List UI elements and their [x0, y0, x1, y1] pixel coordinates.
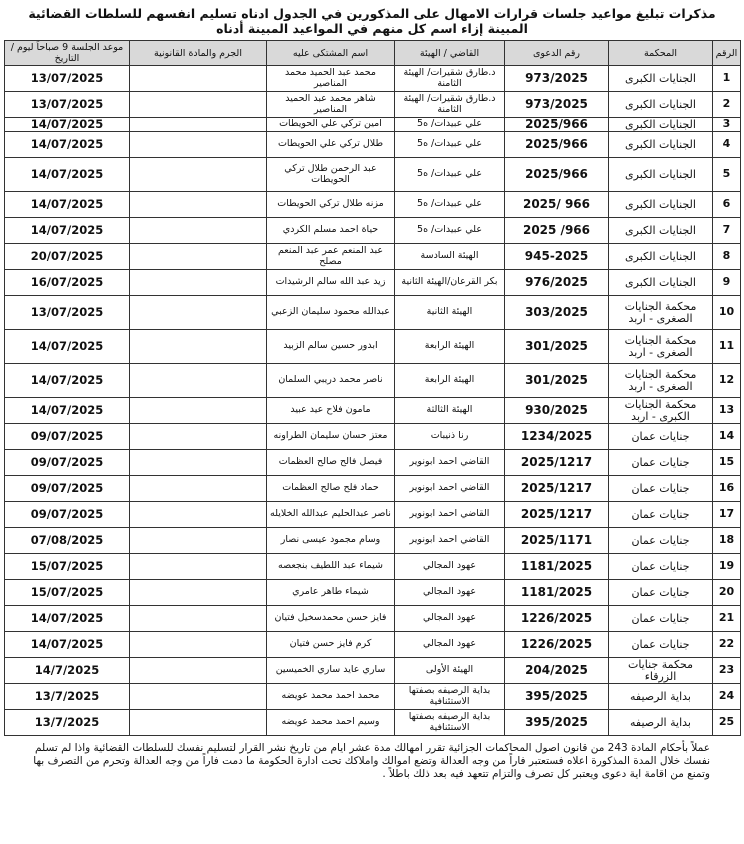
cell-defendant-name: ساري عايد ساري الخميسين — [267, 658, 395, 684]
cell-crime — [130, 684, 267, 710]
cell-defendant-name: محمد عبد الحميد محمد المناصير — [267, 66, 395, 92]
cell-crime — [130, 476, 267, 502]
cell-judge: علي عبيدات/ ه5 — [395, 218, 505, 244]
table-row — [5, 244, 741, 270]
table-row — [5, 296, 741, 330]
cell-crime — [130, 158, 267, 192]
cell-crime — [130, 270, 267, 296]
cell-judge: عهود المجالي — [395, 606, 505, 632]
cell-defendant-name: حياة احمد مسلم الكردي — [267, 218, 395, 244]
table-row — [5, 364, 741, 398]
cell-court: جنايات عمان — [609, 424, 713, 450]
table-row — [5, 132, 741, 158]
document-title: مذكرات تبليغ مواعيد جلسات قرارات الامهال على المذكورين في الجدول ادناه تسليم انفسهم للسلطات القضائية المبينة إزاء اسم كل منهم في المواعيد المبينة أدناه — [28, 6, 716, 36]
cell-judge: علي عبيدات/ ه5 — [395, 158, 505, 192]
cell-num: 19 — [713, 554, 741, 580]
cell-case-number: 2025/1217 — [505, 450, 609, 476]
cell-court: محكمة الجنايات الصغرى - اربد — [609, 330, 713, 364]
cell-crime — [130, 658, 267, 684]
cell-crime — [130, 528, 267, 554]
cell-session-date: 14/07/2025 — [5, 118, 130, 132]
cell-num: 6 — [713, 192, 741, 218]
cell-judge: الهيئة الثانية — [395, 296, 505, 330]
cell-num: 10 — [713, 296, 741, 330]
cell-num: 9 — [713, 270, 741, 296]
cell-session-date: 14/07/2025 — [5, 364, 130, 398]
cell-num: 5 — [713, 158, 741, 192]
cell-case-number: 2025/1217 — [505, 476, 609, 502]
cell-num: 1 — [713, 66, 741, 92]
cell-case-number: 1181/2025 — [505, 554, 609, 580]
cell-case-number: 2025/966 — [505, 132, 609, 158]
cell-case-number: 2025/966 — [505, 158, 609, 192]
cell-court: الجنايات الكبرى — [609, 66, 713, 92]
cell-court: الجنايات الكبرى — [609, 218, 713, 244]
table-row — [5, 684, 741, 710]
cell-defendant-name: مامون فلاح عيد عبيد — [267, 398, 395, 424]
cell-crime — [130, 132, 267, 158]
cell-num: 12 — [713, 364, 741, 398]
header-date: موعد الجلسة 9 صباحاً ليوم / التاريخ — [5, 41, 130, 66]
cell-judge: د.طارق شقيرات/ الهيئة الثامنة — [395, 92, 505, 118]
cell-session-date: 14/07/2025 — [5, 132, 130, 158]
header-court: المحكمة — [609, 41, 713, 66]
cell-defendant-name: امين تركي علي الحويطات — [267, 118, 395, 132]
cell-num: 25 — [713, 710, 741, 736]
cell-case-number: 1226/2025 — [505, 632, 609, 658]
cell-crime — [130, 450, 267, 476]
cell-court: الجنايات الكبرى — [609, 92, 713, 118]
table-body — [5, 66, 741, 736]
cell-crime — [130, 296, 267, 330]
cell-defendant-name: ناصر محمد دريبي السلمان — [267, 364, 395, 398]
cell-judge: بداية الرصيفه بصفتها الاستئنافية — [395, 710, 505, 736]
cell-court: محكمة الجنايات الصغرى - اربد — [609, 296, 713, 330]
cell-case-number: 2025/966 — [505, 118, 609, 132]
cell-judge: بداية الرصيفه بصفتها الاستئنافية — [395, 684, 505, 710]
cell-session-date: 14/07/2025 — [5, 218, 130, 244]
table-row — [5, 658, 741, 684]
cell-judge: الهيئة السادسة — [395, 244, 505, 270]
cell-judge: الهيئة الثالثة — [395, 398, 505, 424]
cell-defendant-name: عبدالله محمود سليمان الزعبي — [267, 296, 395, 330]
cell-session-date: 14/07/2025 — [5, 398, 130, 424]
cell-case-number: 973/2025 — [505, 92, 609, 118]
table-row — [5, 554, 741, 580]
cell-court: محكمة الجنايات الكبرى - اربد — [609, 398, 713, 424]
cell-num: 18 — [713, 528, 741, 554]
cell-court: الجنايات الكبرى — [609, 158, 713, 192]
table-row — [5, 528, 741, 554]
table-row — [5, 270, 741, 296]
table-header-row — [5, 41, 741, 66]
cell-crime — [130, 92, 267, 118]
cell-crime — [130, 218, 267, 244]
cell-crime — [130, 632, 267, 658]
cell-case-number: 930/2025 — [505, 398, 609, 424]
table-row — [5, 476, 741, 502]
cell-session-date: 09/07/2025 — [5, 424, 130, 450]
cell-num: 22 — [713, 632, 741, 658]
cell-crime — [130, 606, 267, 632]
cell-defendant-name: فيصل فالح صالح العظمات — [267, 450, 395, 476]
table-row — [5, 158, 741, 192]
cell-case-number: 976/2025 — [505, 270, 609, 296]
cell-court: جنايات عمان — [609, 606, 713, 632]
cell-session-date: 14/07/2025 — [5, 158, 130, 192]
cell-judge: الهيئة الرابعة — [395, 330, 505, 364]
cell-case-number: 1181/2025 — [505, 580, 609, 606]
cell-judge: عهود المجالي — [395, 554, 505, 580]
cell-judge: القاضي احمد ابونوير — [395, 502, 505, 528]
cell-crime — [130, 244, 267, 270]
cell-session-date: 13/07/2025 — [5, 296, 130, 330]
cell-session-date: 14/7/2025 — [5, 658, 130, 684]
cell-court: جنايات عمان — [609, 502, 713, 528]
cell-session-date: 14/07/2025 — [5, 632, 130, 658]
cell-session-date: 13/7/2025 — [5, 710, 130, 736]
header-crime: الجرم والمادة القانونية — [130, 41, 267, 66]
cell-case-number: 204/2025 — [505, 658, 609, 684]
cell-session-date: 09/07/2025 — [5, 502, 130, 528]
cell-crime — [130, 364, 267, 398]
cell-num: 13 — [713, 398, 741, 424]
cell-case-number: 395/2025 — [505, 710, 609, 736]
cell-num: 4 — [713, 132, 741, 158]
cell-session-date: 13/07/2025 — [5, 92, 130, 118]
cell-crime — [130, 580, 267, 606]
cell-crime — [130, 192, 267, 218]
cell-defendant-name: مزنه طلال تركي الحويطات — [267, 192, 395, 218]
cell-defendant-name: وسيم احمد محمد عويضه — [267, 710, 395, 736]
cell-session-date: 13/07/2025 — [5, 66, 130, 92]
cell-case-number: 1234/2025 — [505, 424, 609, 450]
cell-case-number: 2025/ 966 — [505, 192, 609, 218]
cell-defendant-name: وسام مجمود عيسى نصار — [267, 528, 395, 554]
cell-court: الجنايات الكبرى — [609, 270, 713, 296]
cell-case-number: 2025/1217 — [505, 502, 609, 528]
cell-num: 15 — [713, 450, 741, 476]
cell-crime — [130, 502, 267, 528]
cell-judge: علي عبيدات/ ه5 — [395, 192, 505, 218]
cell-num: 16 — [713, 476, 741, 502]
table-row — [5, 424, 741, 450]
cell-case-number: 395/2025 — [505, 684, 609, 710]
cell-judge: القاضي احمد ابونوير — [395, 450, 505, 476]
cell-num: 24 — [713, 684, 741, 710]
cell-defendant-name: شاهر محمد عبد الحميد المناصير — [267, 92, 395, 118]
cell-court: محكمة جنايات الزرقاء — [609, 658, 713, 684]
legal-notice: عملاً بأحكام المادة 243 من قانون اصول المحاكمات الجزائية تقرر امهالك مدة عشر ايام من تاريخ نشر القرار لتسليم نفسك للسلطات القضائية واذا لم تسلم نفسك خلال المدة المذكورة اعلاه فستعتبر فاراً من وجه العدالة وتضع اموالك واملاكك تحت ادارة الحكومة ما دمت فاراً من وجه العدالة وتحرم من التصرف بها وتمنع من اقامة اية دعوى ويعتبر كل تصرف والتزام تتعهد فيه بعد ذلك باطلاً . — [33, 742, 710, 780]
cell-defendant-name: عبد المنعم عمر عبد المنعم مصلح — [267, 244, 395, 270]
summons-table — [4, 40, 741, 736]
cell-defendant-name: معتز حسان سليمان الطراونه — [267, 424, 395, 450]
table-row — [5, 502, 741, 528]
cell-num: 3 — [713, 118, 741, 132]
cell-judge: عهود المجالي — [395, 580, 505, 606]
cell-session-date: 14/07/2025 — [5, 330, 130, 364]
cell-court: الجنايات الكبرى — [609, 244, 713, 270]
cell-defendant-name: شيماء عبد اللطيف بنجعصه — [267, 554, 395, 580]
cell-judge: القاضي احمد ابونوير — [395, 528, 505, 554]
cell-case-number: 945-2025 — [505, 244, 609, 270]
cell-court: بداية الرصيفه — [609, 684, 713, 710]
cell-defendant-name: عبد الرحمن طلال تركي الحويطات — [267, 158, 395, 192]
cell-session-date: 16/07/2025 — [5, 270, 130, 296]
cell-court: جنايات عمان — [609, 554, 713, 580]
cell-defendant-name: ناصر عبدالحليم عبدالله الخلايله — [267, 502, 395, 528]
cell-num: 20 — [713, 580, 741, 606]
cell-session-date: 20/07/2025 — [5, 244, 130, 270]
table-row — [5, 450, 741, 476]
cell-judge: علي عبيدات/ ه5 — [395, 118, 505, 132]
header-case: رقم الدعوى — [505, 41, 609, 66]
cell-judge: الهيئة الأولى — [395, 658, 505, 684]
cell-court: جنايات عمان — [609, 476, 713, 502]
cell-session-date: 13/7/2025 — [5, 684, 130, 710]
table-row — [5, 118, 741, 132]
cell-crime — [130, 398, 267, 424]
table-row — [5, 580, 741, 606]
cell-defendant-name: فايز حسن محمدسخيل فتيان — [267, 606, 395, 632]
cell-case-number: 1226/2025 — [505, 606, 609, 632]
cell-defendant-name: طلال تركي علي الحويطات — [267, 132, 395, 158]
header-name: اسم المشتكى عليه — [267, 41, 395, 66]
cell-defendant-name: زيد عبد الله سالم الرشيدات — [267, 270, 395, 296]
cell-case-number: 2025/1171 — [505, 528, 609, 554]
cell-court: جنايات عمان — [609, 528, 713, 554]
cell-court: بداية الرصيفه — [609, 710, 713, 736]
cell-judge: علي عبيدات/ ه5 — [395, 132, 505, 158]
cell-num: 7 — [713, 218, 741, 244]
cell-court: الجنايات الكبرى — [609, 118, 713, 132]
cell-court: جنايات عمان — [609, 580, 713, 606]
cell-num: 14 — [713, 424, 741, 450]
cell-judge: الهيئة الرابعة — [395, 364, 505, 398]
cell-case-number: 973/2025 — [505, 66, 609, 92]
cell-crime — [130, 330, 267, 364]
cell-session-date: 07/08/2025 — [5, 528, 130, 554]
cell-crime — [130, 554, 267, 580]
cell-case-number: 303/2025 — [505, 296, 609, 330]
cell-court: محكمة الجنايات الصغرى - اربد — [609, 364, 713, 398]
table-row — [5, 192, 741, 218]
cell-session-date: 14/07/2025 — [5, 192, 130, 218]
cell-crime — [130, 66, 267, 92]
table-row — [5, 606, 741, 632]
cell-judge: القاضي احمد ابونوير — [395, 476, 505, 502]
table-row — [5, 398, 741, 424]
cell-num: 2 — [713, 92, 741, 118]
cell-defendant-name: ابدور حسين سالم الزبيد — [267, 330, 395, 364]
cell-defendant-name: شيماء طاهر عامري — [267, 580, 395, 606]
cell-crime — [130, 118, 267, 132]
cell-defendant-name: حماد فلح صالح العظمات — [267, 476, 395, 502]
cell-num: 11 — [713, 330, 741, 364]
cell-session-date: 09/07/2025 — [5, 450, 130, 476]
cell-judge: د.طارق شقيرات/ الهيئة الثامنة — [395, 66, 505, 92]
cell-num: 21 — [713, 606, 741, 632]
cell-case-number: 301/2025 — [505, 330, 609, 364]
cell-defendant-name: كرم فايز حسن فتيان — [267, 632, 395, 658]
table-row — [5, 218, 741, 244]
cell-judge: بكر القرعان/الهيئة الثانية — [395, 270, 505, 296]
cell-court: جنايات عمان — [609, 632, 713, 658]
cell-case-number: 2025 /966 — [505, 218, 609, 244]
cell-session-date: 14/07/2025 — [5, 606, 130, 632]
cell-num: 17 — [713, 502, 741, 528]
table-row — [5, 66, 741, 92]
table-row — [5, 92, 741, 118]
table-row — [5, 710, 741, 736]
cell-defendant-name: محمد احمد محمد عويضه — [267, 684, 395, 710]
cell-judge: رنا ذنيبات — [395, 424, 505, 450]
cell-court: جنايات عمان — [609, 450, 713, 476]
cell-court: الجنايات الكبرى — [609, 132, 713, 158]
table-row — [5, 330, 741, 364]
cell-session-date: 15/07/2025 — [5, 554, 130, 580]
cell-num: 8 — [713, 244, 741, 270]
header-num: الرقم — [713, 41, 741, 66]
cell-crime — [130, 424, 267, 450]
cell-judge: عهود المجالي — [395, 632, 505, 658]
cell-num: 23 — [713, 658, 741, 684]
table-row — [5, 632, 741, 658]
cell-case-number: 301/2025 — [505, 364, 609, 398]
cell-session-date: 09/07/2025 — [5, 476, 130, 502]
cell-session-date: 15/07/2025 — [5, 580, 130, 606]
cell-crime — [130, 710, 267, 736]
header-judge: القاضي / الهيئة — [395, 41, 505, 66]
cell-court: الجنايات الكبرى — [609, 192, 713, 218]
